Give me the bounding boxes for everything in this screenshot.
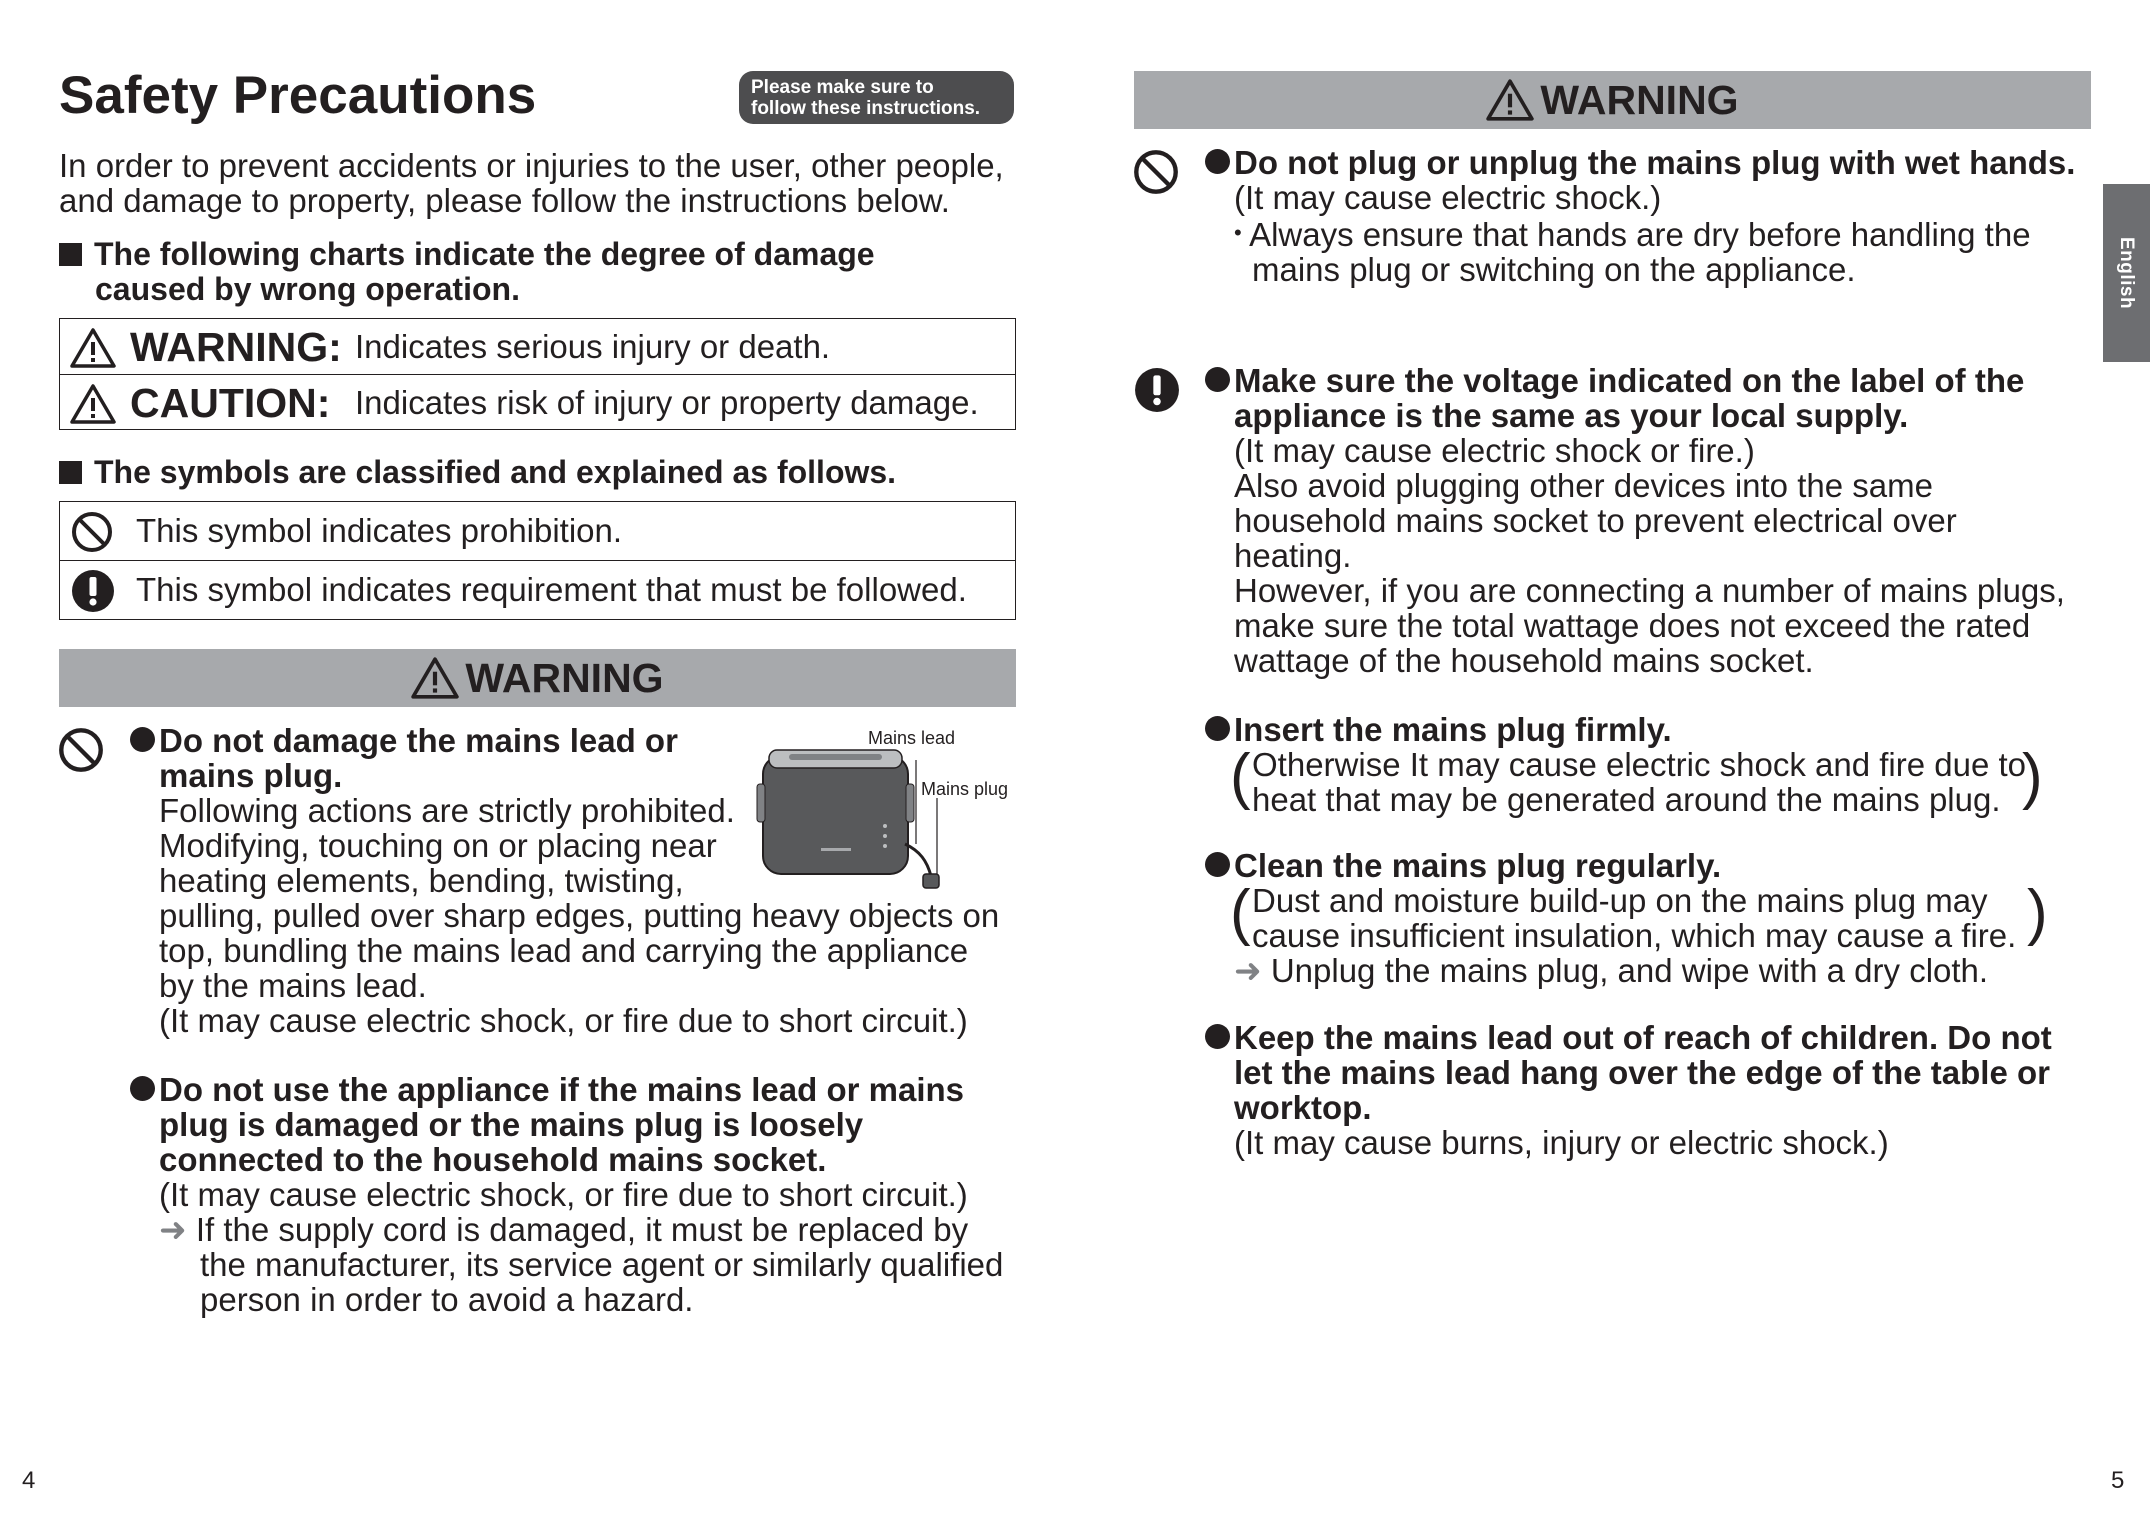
figure-label-mains-lead: Mains lead <box>868 728 956 748</box>
item-arrow-line: the manufacturer, its service agent or similarly qualified <box>200 1246 1004 1283</box>
item-heading-line-1: Do not damage the mains lead or <box>159 722 678 759</box>
notice-line-2: follow these instructions. <box>751 98 981 119</box>
intro-line-2: and damage to property, please follow the instructions below. <box>59 182 950 219</box>
warning-banner-left <box>59 649 1016 707</box>
item-arrow-line: Unplug the mains plug, and wipe with a dry cloth. <box>1270 952 1989 989</box>
page-number-left: 4 <box>22 1467 36 1494</box>
item-sub-line: Always ensure that hands are dry before handling the <box>1249 216 2031 253</box>
degree-table <box>59 318 1016 430</box>
item-text-line: top, bundling the mains lead and carrying the appliance <box>159 932 969 969</box>
item-text-line: (It may cause electric shock, or fire due to short circuit.) <box>159 1002 968 1039</box>
warning-banner-right <box>1134 71 2091 129</box>
charts-heading-line-1: The following charts indicate the degree of damage <box>94 236 875 272</box>
warning-banner-left-text: WARNING <box>465 655 664 701</box>
item-arrow-line: If the supply cord is damaged, it must be replaced by <box>195 1211 969 1248</box>
item-heading-line-2: appliance is the same as your local supply. <box>1234 397 1909 434</box>
item-heading-line-1: Do not plug or unplug the mains plug with wet hands. <box>1234 144 2076 181</box>
degree-label-caution: CAUTION: <box>130 380 331 426</box>
item-sub-line: mains plug or switching on the appliance. <box>1252 251 1856 288</box>
item-arrow-line: person in order to avoid a hazard. <box>200 1281 694 1318</box>
language-tab-label: English <box>2116 236 2138 310</box>
item-text-line: Otherwise It may cause electric shock and fire due to <box>1252 746 2027 783</box>
item-text-line: by the mains lead. <box>159 967 427 1004</box>
symbol-row-mandatory <box>60 560 1015 619</box>
mandatory-item-voltage <box>1205 363 2065 678</box>
degree-row-warning <box>60 319 1015 374</box>
mandatory-item-children <box>1205 1020 2052 1160</box>
item-text-line: household mains socket to prevent electrical over <box>1234 502 1957 539</box>
prohibition-icon <box>1133 149 1179 195</box>
symbol-text-prohibition: This symbol indicates prohibition. <box>136 512 623 549</box>
degree-row-caution <box>60 374 1015 429</box>
symbols-heading <box>59 455 896 490</box>
item-text-line: pulling, pulled over sharp edges, putting heavy objects on <box>159 897 1000 934</box>
degree-text-warning: Indicates serious injury or death. <box>355 328 831 365</box>
warning-triangle-icon <box>70 327 116 369</box>
item-text-line: (It may cause electric shock.) <box>1234 179 1662 216</box>
symbol-row-prohibition <box>60 502 1015 560</box>
open-paren: ( <box>1230 742 1251 811</box>
degree-text-caution: Indicates risk of injury or property damage. <box>355 384 979 421</box>
open-paren: ( <box>1230 878 1251 947</box>
warning-item-wet-hands <box>1205 145 2075 287</box>
bullet-icon <box>130 727 155 752</box>
bullet-icon <box>1205 149 1230 174</box>
degree-label-warning: WARNING: <box>130 324 342 370</box>
close-paren: ) <box>2027 878 2048 947</box>
item-heading-line-2: plug is damaged or the mains plug is loosely <box>159 1106 864 1143</box>
bullet-icon <box>1205 716 1230 741</box>
toaster-figure <box>755 726 1017 896</box>
item-text-line: heating. <box>1234 537 1352 574</box>
item-text-line: Following actions are strictly prohibited. <box>159 792 735 829</box>
item-heading-line-1: Insert the mains plug firmly. <box>1234 711 1672 748</box>
square-bullet-icon <box>59 461 82 484</box>
item-text-line: Dust and moisture build-up on the mains plug may <box>1252 882 1988 919</box>
arrow-right-icon: ➜ <box>159 1211 187 1248</box>
bullet-icon <box>1205 367 1230 392</box>
item-heading-line-1: Make sure the voltage indicated on the label of the <box>1234 362 2025 399</box>
arrow-right-icon: ➜ <box>1234 952 1262 989</box>
page-number-right: 5 <box>2111 1467 2125 1494</box>
mandatory-icon <box>71 569 115 613</box>
mandatory-item-insert-plug <box>1205 712 2055 822</box>
item-heading-line-2: mains plug. <box>159 757 343 794</box>
notice-line-1: Please make sure to <box>751 77 934 98</box>
item-text-line: Also avoid plugging other devices into the same <box>1234 467 1933 504</box>
item-heading-line-1: Clean the mains plug regularly. <box>1234 847 1722 884</box>
item-text-line: cause insufficient insulation, which may cause a fire. <box>1252 917 2017 954</box>
warning-triangle-icon <box>411 656 459 700</box>
symbol-text-mandatory: This symbol indicates requirement that must be followed. <box>136 571 967 608</box>
item-heading-line-2: let the mains lead hang over the edge of the table or <box>1234 1054 2050 1091</box>
item-heading-line-3: worktop. <box>1234 1089 1372 1126</box>
bullet-icon <box>1205 852 1230 877</box>
mandatory-item-clean-plug <box>1205 848 2055 993</box>
warning-banner-right-text: WARNING <box>1540 77 1739 123</box>
intro-line-1: In order to prevent accidents or injuries to the user, other people, <box>59 147 1004 184</box>
instruction-notice-badge <box>739 71 1014 124</box>
charts-heading <box>59 237 875 307</box>
item-text-line: heating elements, bending, twisting, <box>159 862 684 899</box>
item-text-line: make sure the total wattage does not exceed the rated <box>1234 607 2031 644</box>
prohibition-icon <box>58 727 104 773</box>
toaster-illustration <box>755 726 1017 896</box>
item-heading-line-1: Do not use the appliance if the mains lead or mains <box>159 1071 965 1108</box>
small-bullet-icon: • <box>1234 220 1242 245</box>
item-text-line: wattage of the household mains socket. <box>1234 642 1814 679</box>
item-text-line: (It may cause burns, injury or electric shock.) <box>1234 1124 1889 1161</box>
close-paren: ) <box>2022 742 2043 811</box>
warning-item-damaged-lead <box>130 1072 1003 1317</box>
symbols-heading-text: The symbols are classified and explained as follows. <box>94 454 897 490</box>
item-heading-line-1: Keep the mains lead out of reach of children. Do not <box>1234 1019 2052 1056</box>
page-title: Safety Precautions <box>59 66 537 125</box>
mandatory-icon <box>1134 367 1180 413</box>
square-bullet-icon <box>59 243 82 266</box>
item-text-line: (It may cause electric shock or fire.) <box>1234 432 1755 469</box>
prohibition-icon <box>71 511 113 553</box>
warning-triangle-icon <box>1486 78 1534 122</box>
intro-text <box>59 148 1004 218</box>
item-text-line: (It may cause electric shock, or fire due to short circuit.) <box>159 1176 968 1213</box>
caution-triangle-icon <box>70 383 116 425</box>
bullet-icon <box>130 1076 155 1101</box>
figure-label-mains-plug: Mains plug <box>921 779 1009 799</box>
item-text-line: heat that may be generated around the mains plug. <box>1252 781 2001 818</box>
item-text-line: Modifying, touching on or placing near <box>159 827 717 864</box>
bullet-icon <box>1205 1024 1230 1049</box>
symbol-table <box>59 501 1016 620</box>
language-tab-english <box>2103 184 2150 362</box>
item-heading-line-3: connected to the household mains socket. <box>159 1141 827 1178</box>
item-text-line: However, if you are connecting a number of mains plugs, <box>1234 572 2065 609</box>
charts-heading-line-2: caused by wrong operation. <box>95 271 520 307</box>
